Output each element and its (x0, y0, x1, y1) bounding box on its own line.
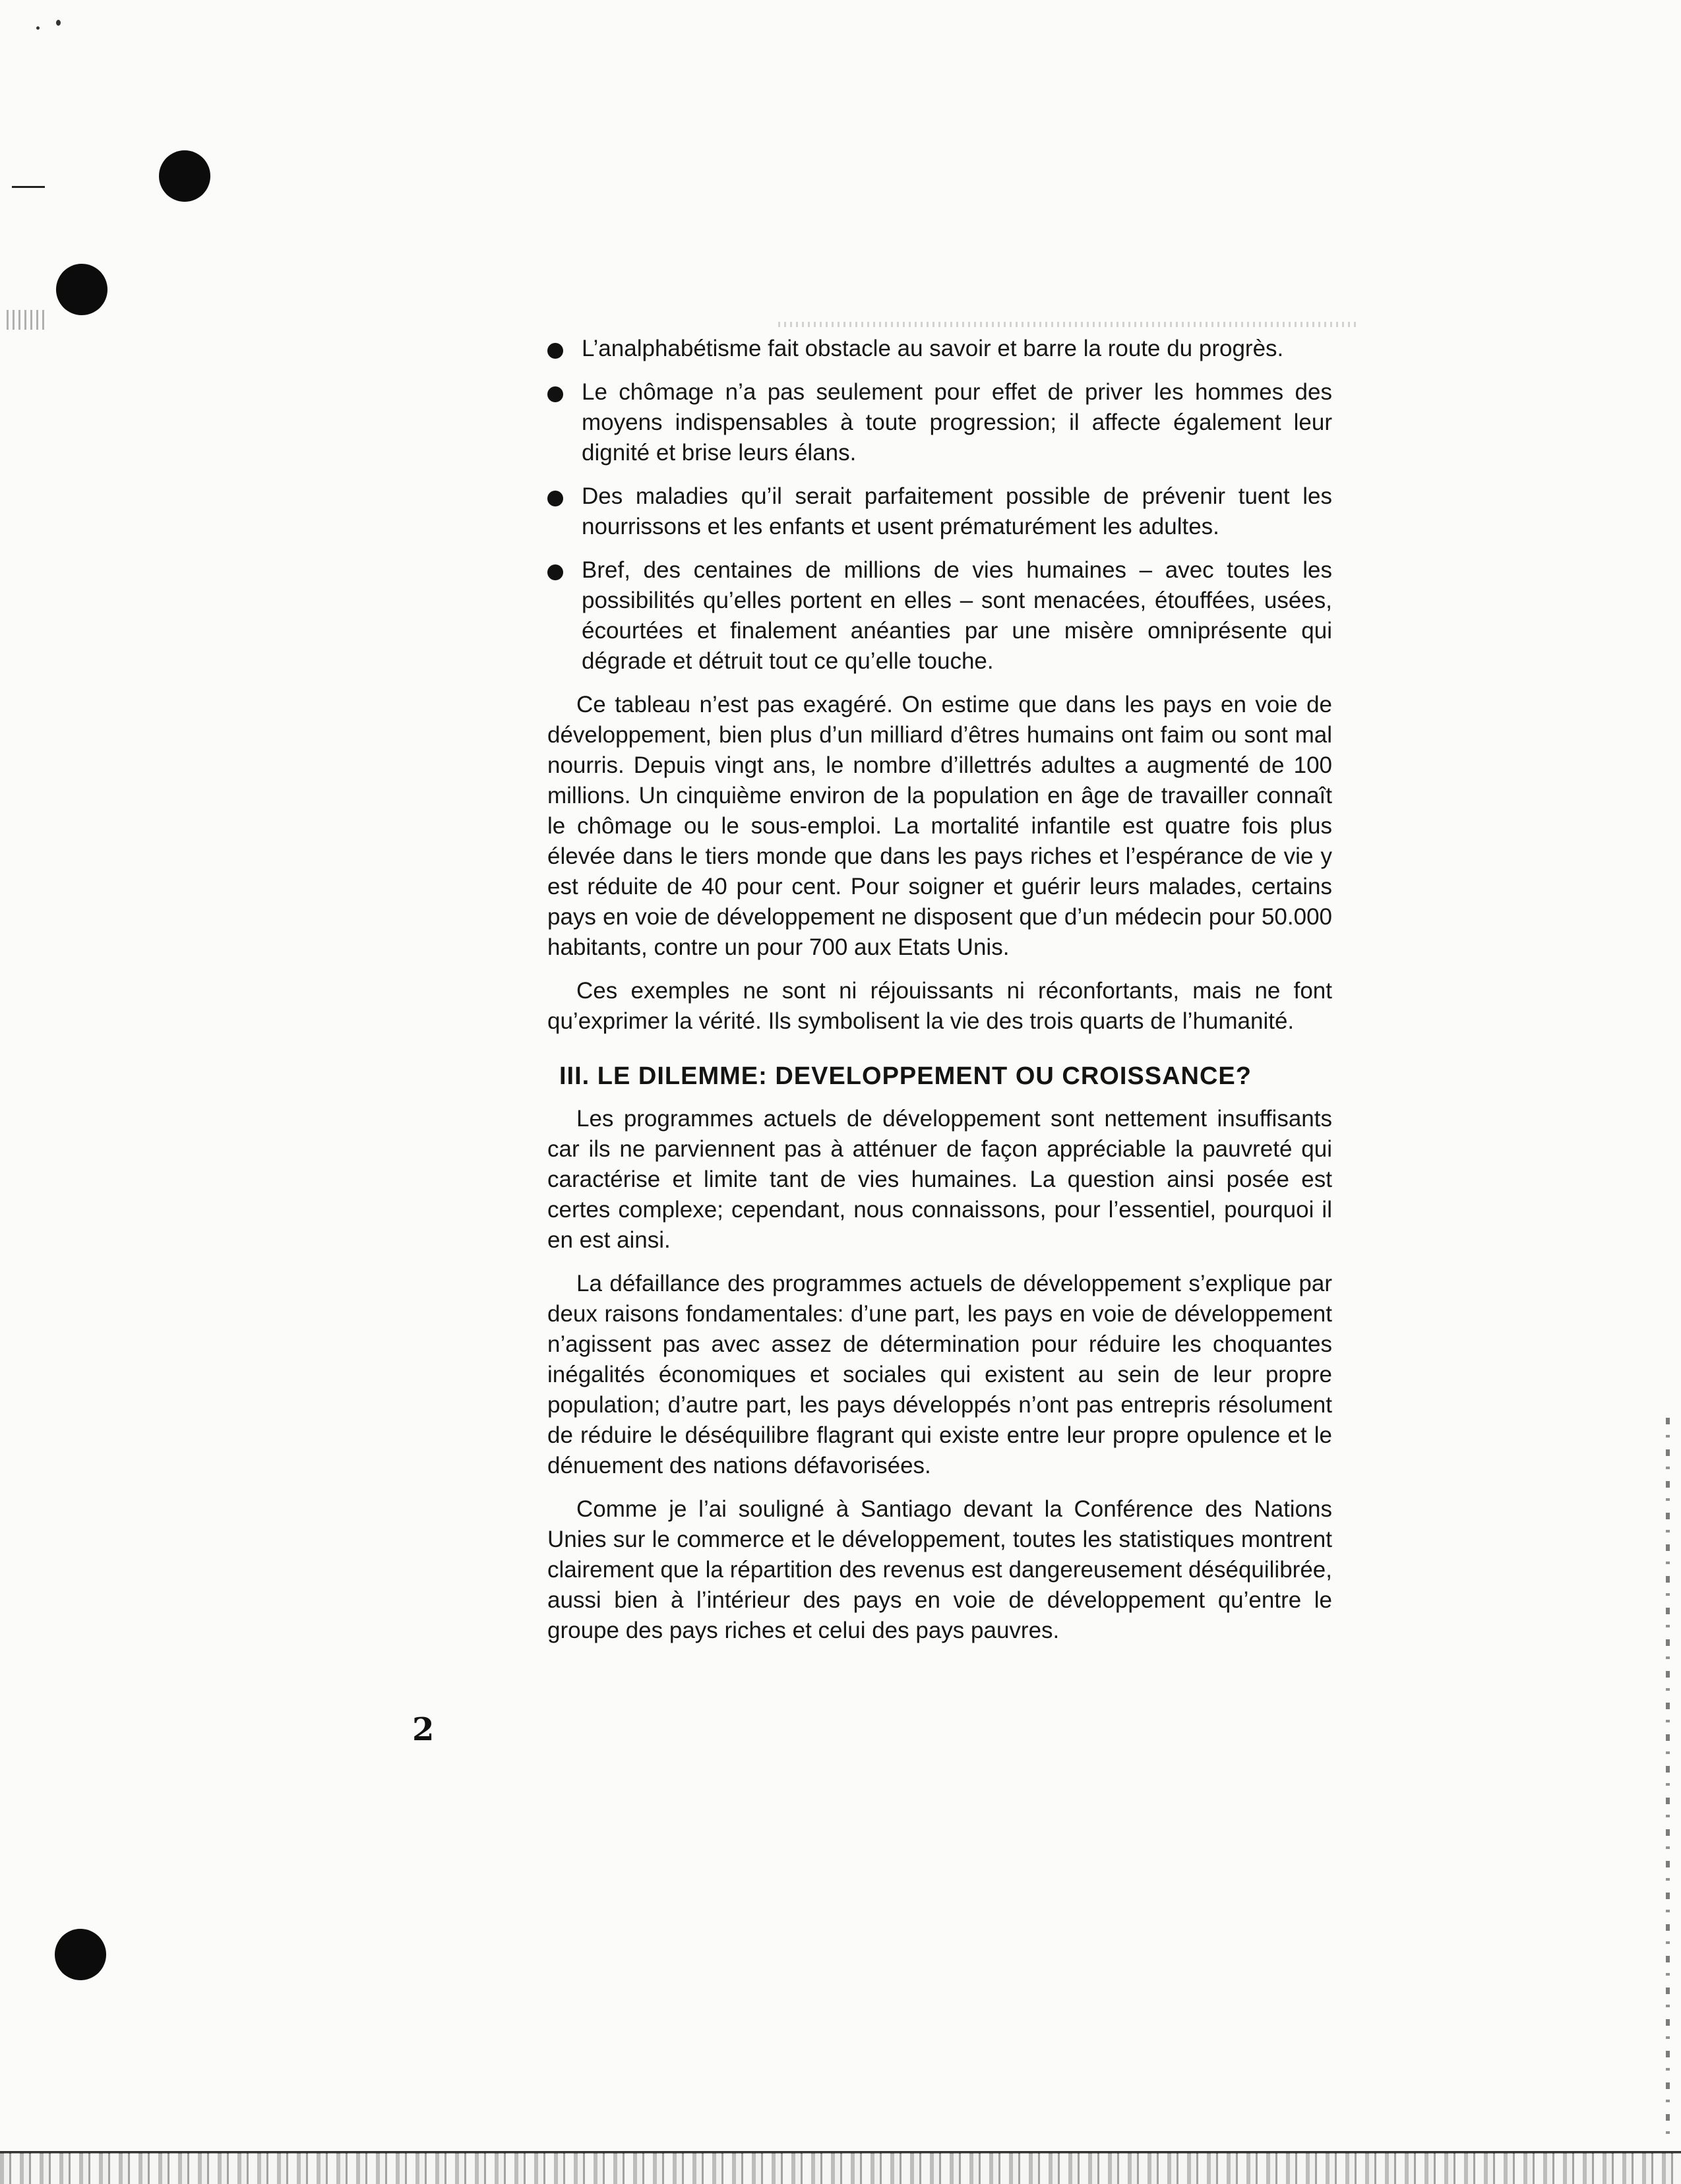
bullet-text: L’analphabétisme fait obstacle au savoir et barre la route du progrès. (582, 336, 1284, 361)
bullet-dot-icon (547, 386, 563, 402)
scan-noise (7, 310, 46, 330)
bullet-dot-icon (547, 564, 563, 580)
binder-hole-middle (56, 264, 107, 315)
body-paragraph: Comme je l’ai souligné à Santiago devant la Conférence des Nations Unies sur le commerce et le développement, toutes les statistiques montrent clairement que la répartition des revenus est dangereusement déséquilibrée, aussi bien à l’intérieur des pays en voie de développement qu’entre le groupe des pays riches et celui des pays pauvres. (547, 1496, 1332, 1643)
binder-hole-top (159, 150, 210, 202)
bullet-dot-icon (547, 491, 563, 506)
binder-hole-bottom (55, 1929, 106, 1980)
bullet-text: Le chômage n’a pas seulement pour effet de priver les hommes des moyens indispensables à toute progression; il affecte également leur dignité et brise leurs élans. (582, 379, 1332, 466)
scan-mark (12, 186, 45, 188)
bullet-item (547, 377, 1332, 468)
scan-speck (56, 20, 61, 26)
body-paragraph: Les programmes actuels de développement sont nettement insuffisants car ils ne parviennent pas à atténuer de façon appréciable la pauvreté qui caractérise et limite tant de vies humaines. La question ainsi posée est certes complexe; cependant, nous connaissons, pour l’essentiel, pourquoi il en est ainsi. (547, 1106, 1332, 1253)
bullet-item (547, 481, 1332, 542)
scan-speck (36, 26, 40, 30)
bullet-dot-icon (547, 343, 563, 359)
body-paragraph: La défaillance des programmes actuels de développement s’explique par deux raisons fondamentales: d’une part, les pays en voie de développement n’agissent pas avec assez de détermination pour réduire les choquantes inégalités économiques et sociales qui existent au sein de leur propre population; d’autre part, les pays développés n’ont pas entrepris résolument de réduire le déséquilibre flagrant qui existe entre leur propre opulence et le dénuement des nations défavorisées. (547, 1271, 1332, 1478)
page-number: 2 (412, 1711, 435, 1748)
body-paragraph: Ce tableau n’est pas exagéré. On estime que dans les pays en voie de développement, bien plus d’un milliard d’êtres humains ont faim ou sont mal nourris. Depuis vingt ans, le nombre d’illettrés adultes a augmenté de 100 millions. Un cinquième environ de la population en âge de travailler connaît le chômage ou le sous-emploi. La mortalité infantile est quatre fois plus élevée dans le tiers monde que dans les pays riches et l’espérance de vie y est réduite de 40 pour cent. Pour soigner et guérir leurs malades, certains pays en voie de développement ne disposent que d’un médecin pour 50.000 habitants, contre un pour 700 aux Etats Unis. (547, 692, 1332, 960)
bullet-item (547, 555, 1332, 677)
body-paragraph: Ces exemples ne sont ni réjouissants ni réconfortants, mais ne font qu’exprimer la vérité. Ils symbolisent la vie des trois quarts de l’humanité. (547, 978, 1332, 1034)
bullet-text: Bref, des centaines de millions de vies humaines – avec toutes les possibilités qu’elles portent en elles – sont menacées, étouffées, usées, écourtées et finalement anéanties par une misère omniprésente qui dégrade et détruit tout ce qu’elle touche. (582, 557, 1332, 674)
bullet-text: Des maladies qu’il serait parfaitement possible de prévenir tuent les nourrissons et les enfants et usent prématurément les adultes. (582, 483, 1332, 539)
section-heading: III. LE DILEMME: DEVELOPPEMENT OU CROISSANCE? (559, 1062, 1252, 1090)
bullet-list (547, 334, 1332, 1659)
bullet-item (547, 334, 1332, 364)
scan-bottom-band (0, 2153, 1681, 2184)
scan-noise (778, 322, 1359, 327)
scan-edge-marks (1666, 1418, 1670, 2143)
